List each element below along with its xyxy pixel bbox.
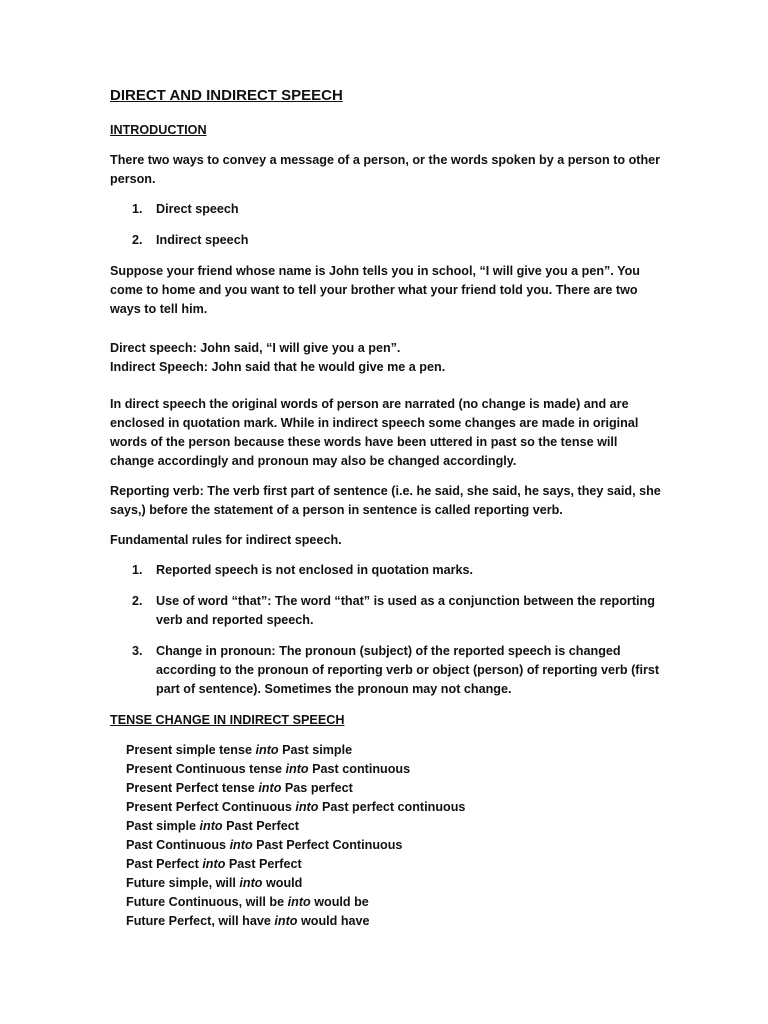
list-number: 2. — [132, 233, 143, 247]
tense-into: into — [274, 914, 298, 928]
tense-from: Present Continuous tense — [126, 762, 283, 776]
tense-row — [126, 760, 662, 779]
tense-row — [126, 893, 662, 912]
tense-from: Future simple, will — [126, 876, 236, 890]
tense-into: into — [287, 895, 311, 909]
tense-from: Present Perfect tense — [126, 781, 255, 795]
tense-to: Pas perfect — [284, 781, 353, 795]
introduction-heading: INTRODUCTION — [110, 123, 207, 137]
tense-to: Past simple — [282, 743, 353, 757]
suppose-paragraph: Suppose your friend whose name is John tells you in school, “I will give you a pen”. You come to home and you want to tell your brother what your friend told you. There are two ways to tell him. — [110, 264, 640, 316]
tense-into: into — [258, 781, 282, 795]
indirect-speech-example: Indirect Speech: John said that he would give me a pen. — [110, 360, 446, 374]
tense-row — [126, 817, 662, 836]
tense-from: Past simple — [126, 819, 196, 833]
tense-into: into — [229, 838, 253, 852]
list-item-text: Indirect speech — [156, 233, 249, 247]
tense-from: Present Perfect Continuous — [126, 800, 292, 814]
tense-to: Past Perfect — [226, 819, 299, 833]
list-number: 1. — [132, 202, 143, 216]
tense-change-heading: TENSE CHANGE IN INDIRECT SPEECH — [110, 713, 345, 727]
tense-into: into — [255, 743, 279, 757]
tense-row — [126, 798, 662, 817]
rules-intro: Fundamental rules for indirect speech. — [110, 533, 342, 547]
tense-into: into — [202, 857, 226, 871]
list-item — [110, 231, 662, 250]
tense-to: Past Perfect — [228, 857, 302, 871]
list-item — [110, 561, 662, 580]
rules-list — [110, 561, 662, 699]
tense-to: would — [265, 876, 303, 890]
tense-row — [126, 779, 662, 798]
tense-row — [126, 855, 662, 874]
list-item — [110, 642, 662, 699]
tense-into: into — [285, 762, 309, 776]
tense-into: into — [295, 800, 319, 814]
tense-to: Past Perfect Continuous — [256, 838, 403, 852]
document-title: DIRECT AND INDIRECT SPEECH — [110, 87, 343, 104]
tense-row — [126, 836, 662, 855]
tense-to: would be — [314, 895, 369, 909]
example-block — [110, 339, 662, 377]
list-number: 1. — [132, 563, 143, 577]
tense-change-list — [110, 741, 662, 931]
list-item-text: Reported speech is not enclosed in quotation marks. — [156, 563, 474, 577]
tense-from: Future Continuous, will be — [126, 895, 285, 909]
list-item-text: Use of word “that”: The word “that” is used as a conjunction between the reporting verb and reported speech. — [156, 594, 655, 627]
tense-from: Past Continuous — [126, 838, 227, 852]
list-number: 3. — [132, 644, 143, 658]
reporting-verb-paragraph: Reporting verb: The verb first part of sentence (i.e. he said, she said, he says, they said, she says,) before the statement of a person in sentence is called reporting verb. — [110, 484, 661, 517]
tense-from: Past Perfect — [126, 857, 199, 871]
tense-from: Present simple tense — [126, 743, 252, 757]
list-number: 2. — [132, 594, 143, 608]
tense-to: would have — [300, 914, 370, 928]
speech-types-list — [110, 200, 662, 250]
list-item-text: Direct speech — [156, 202, 239, 216]
list-item-text: Change in pronoun: The pronoun (subject) of the reported speech is changed according to the pronoun of reporting verb or object (person) of reporting verb (first part of sentence). Sometimes the pronoun may not change. — [156, 644, 660, 696]
tense-into: into — [199, 819, 223, 833]
tense-row — [126, 912, 662, 931]
tense-into: into — [239, 876, 263, 890]
intro-paragraph: There two ways to convey a message of a person, or the words spoken by a person to other person. — [110, 153, 661, 186]
list-item — [110, 200, 662, 219]
tense-row — [126, 874, 662, 893]
document-page — [110, 86, 662, 931]
tense-to: Past continuous — [312, 762, 411, 776]
tense-row — [126, 741, 662, 760]
tense-to: Past perfect continuous — [321, 800, 466, 814]
tense-from: Future Perfect, will have — [126, 914, 271, 928]
direct-speech-example: Direct speech: John said, “I will give you a pen”. — [110, 341, 401, 355]
explanation-paragraph: In direct speech the original words of person are narrated (no change is made) and are enclosed in quotation mark. While in indirect speech some changes are made in original words of the person because these words have been uttered in past so the tense will change accordingly and pronoun may also be changed accordingly. — [110, 397, 639, 468]
list-item — [110, 592, 662, 630]
